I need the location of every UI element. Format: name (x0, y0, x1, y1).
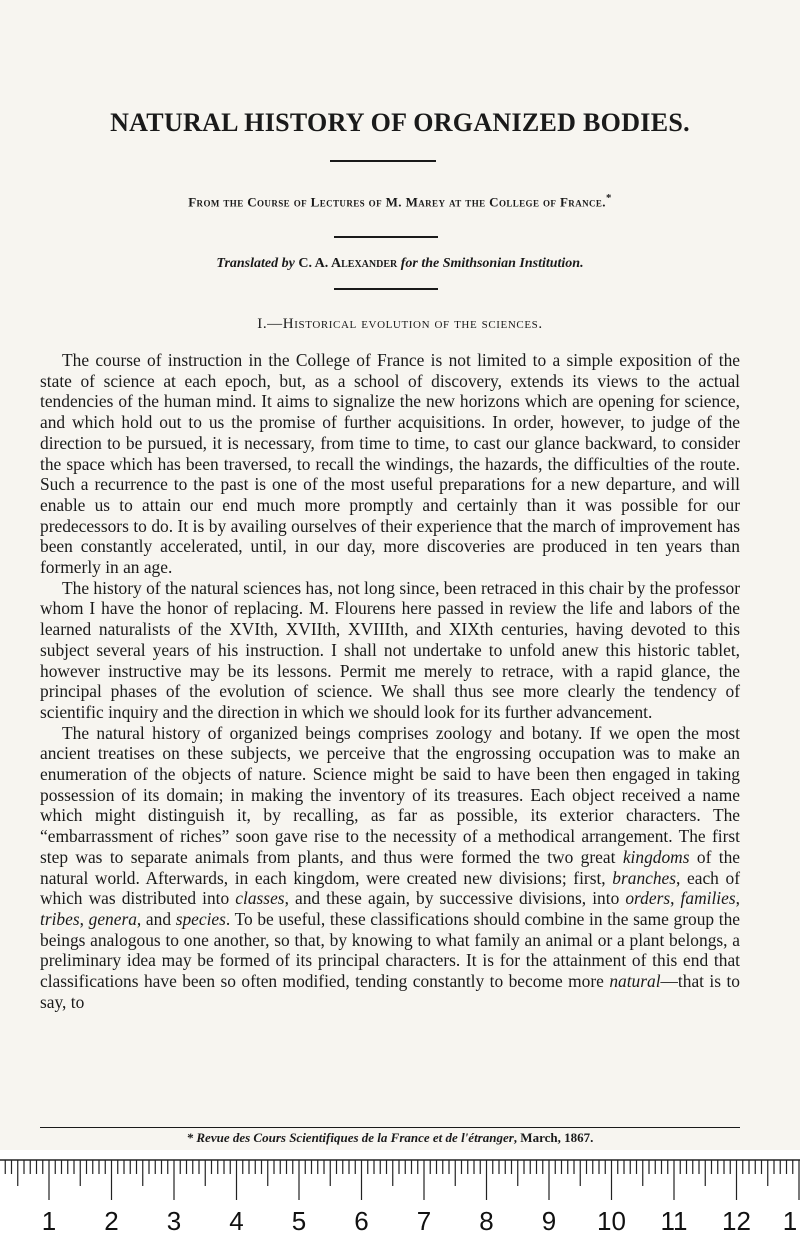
footnote-mark: * (186, 1130, 197, 1145)
translator-suffix: for the Smithsonian Institution. (397, 256, 584, 271)
footnote-rule (40, 1127, 740, 1128)
ruler-number: 3 (166, 1206, 182, 1236)
text-run: , (735, 888, 740, 909)
body-text (40, 350, 740, 1013)
italic-term: kingdoms (622, 846, 690, 867)
translator-name: C. A. Alexander (298, 256, 398, 271)
lecture-subtitle-text: From the Course of Lectures of M. Marey at the College of France. (188, 194, 606, 210)
italic-term: classes (235, 888, 285, 909)
ruler-number: 9 (541, 1206, 557, 1236)
text-run: , each of which was distributed into (40, 867, 740, 909)
ruler-number: 1 (41, 1206, 57, 1236)
italic-term: orders (625, 888, 671, 909)
ruler-ticks (0, 1158, 800, 1206)
ruler-number: 5 (291, 1206, 307, 1236)
translator-prefix: Translated by (216, 256, 299, 271)
translator-credit (40, 256, 760, 272)
measuring-ruler (0, 1158, 800, 1252)
text-run: , and these again, by successive divisions, into (284, 888, 626, 909)
footnote-date: , March, 1867. (513, 1130, 594, 1145)
ruler-number: 10 (597, 1206, 626, 1236)
footnote-reference: * (605, 192, 612, 204)
footnote-source: Revue des Cours Scientifiques de la France et de l'étranger (196, 1130, 514, 1145)
text-run: —that is to say, to (40, 971, 741, 1012)
ruler-number: 7 (416, 1206, 432, 1236)
ruler-number: 6 (354, 1206, 369, 1236)
text-run: , (670, 888, 681, 909)
ruler-number: 4 (229, 1206, 244, 1236)
ruler-number: 2 (104, 1206, 119, 1236)
title-rule (330, 160, 436, 162)
paragraph (40, 723, 740, 1013)
page-title: NATURAL HISTORY OF ORGANIZED BODIES. (110, 108, 690, 137)
paragraph: The course of instruction in the College of France is not limited to a simple exposition of the state of science at each epoch, but, as a school of discovery, extends its views to the actual tendencies of the human mind. It aims to signalize the new horizons which are opening for science, and which hold out to us the promise of further acquisitions. In order, however, to judge of the direction to be pursued, it is necessary, from time to time, to cast our glance backward, to consider the space which has been traversed, to recall the windings, the hazards, the difficulties of the route. Such a recurrence to the past is one of the most useful preparations for a new departure, and will enable us to attain our end much more promptly and certainly than it was possible for our predecessors to do. It is by availing ourselves of their experience that the march of improvement has been constantly accelerated, until, in our day, more discoveries are produced in ten years than formerly in an age. (40, 350, 740, 578)
ruler-number: 12 (722, 1206, 751, 1236)
text-run: of the natural world. Afterwards, in each kingdom, were created new divisions; first, (40, 846, 740, 888)
ruler-number: 8 (479, 1206, 494, 1236)
text-run: , and (136, 908, 176, 929)
paragraph: The history of the natural sciences has, not long since, been retraced in this chair by the professor whom I have the honor of replacing. M. Flourens here passed in review the life and labors of the learned naturalists of the XVIth, XVIIth, XVIIIth, and XIXth centuries, having devoted to this subject several years of his instruction. I shall not undertake to unfold anew this historic tablet, however instructive may be its lessons. Permit me merely to retrace, with a rapid glance, the principal phases of the evolution of science. We shall thus see more clearly the tendency of scientific inquiry and the direction in which we should look for its further advancement. (40, 577, 740, 722)
text-run: The natural history of organized beings comprises zoology and botany. If we open the most ancient treatises on these subjects, we perceive that the engrossing occupation was to make an enumeration of the objects of nature. Science might be said to have been then engaged in taking possession of its domain; in making the inventory of its treasures. Each object received a name which might distinguish it, by recalling, as far as possible, its exterior characters. The “embarrassment of riches” soon gave rise to the necessity of a methodical arrangement. The first step was to separate animals from plants, and thus were formed the two great (40, 722, 740, 867)
ruler-number: 1 (782, 1206, 798, 1236)
footnote (40, 1130, 740, 1146)
ruler-number: 11 (660, 1206, 688, 1236)
italic-term: genera (88, 908, 137, 929)
italic-term: families (680, 888, 736, 909)
text-run: . To be useful, these classifications should combine in the same group the beings analogous to one another, so that, by knowing to what family an animal or a plant belongs, a preliminary idea may be formed of its principal characters. It is for the attainment of this end that classifications have been so often modified, tending constantly to become more (40, 908, 740, 992)
italic-term: natural (609, 971, 661, 992)
italic-term: branches (612, 867, 677, 888)
subtitle-rule (334, 236, 438, 238)
section-heading: I.—Historical evolution of the sciences. (257, 316, 543, 332)
lecture-subtitle (40, 192, 760, 210)
text-run: , (79, 908, 89, 929)
italic-term: tribes (40, 908, 80, 929)
translator-rule (334, 288, 438, 290)
italic-term: species (175, 908, 226, 929)
